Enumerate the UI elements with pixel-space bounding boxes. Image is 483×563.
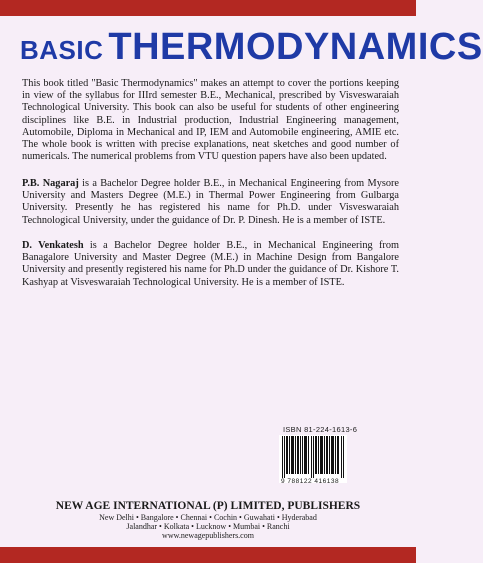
book-title xyxy=(20,26,483,69)
author-bio: is a Bachelor Degree holder B.E., in Mechanical Engineering from Banagalore University and Master Degree (M.E.) in Machine Design from Bangalore University and presently registered his name for Ph.D under the guidance of Dr. Kishore T. Kashyap at Visveswaraiah Technological University. He is a member of ISTE. xyxy=(22,240,399,288)
author-name: P.B. Nagaraj xyxy=(22,178,79,189)
bottom-color-band xyxy=(0,547,416,563)
publisher-name: NEW AGE INTERNATIONAL (P) LIMITED, PUBLISHERS xyxy=(55,500,361,512)
author-name: D. Venkatesh xyxy=(22,240,84,251)
book-description: This book titled "Basic Thermodynamics" makes an attempt to cover the portions keeping in view of the syllabus for IIIrd semester B.E., Mechanical, prescribed by Visveswaraiah Technological University. This book can also be useful for students of other engineering disciplines like B.E. in Industrial production, Industrial Engineering management, Automobile, Diploma in Mechanical and IP, IEM and Automobile engineering, AMIE etc. The whole book is written with precise explanations, neat sketches and good number of numericals. The numerical problems from VTU question papers have also been updated. xyxy=(22,78,399,163)
publisher-website: www.newagepublishers.com xyxy=(162,531,254,540)
publisher-cities-line2: Jalandhar • Kolkata • Lucknow • Mumbai • Ranchi xyxy=(126,522,290,531)
author-bio-nagaraj xyxy=(22,178,399,227)
publisher-cities-line1: New Delhi • Bangalore • Chennai • Cochin • Guwahati • Hyderabad xyxy=(99,513,317,522)
top-color-band xyxy=(0,0,416,16)
barcode-digits: 9 788122 416138 xyxy=(281,478,340,485)
barcode-icon xyxy=(279,435,347,483)
author-bio-venkatesh xyxy=(22,240,399,289)
isbn-number: ISBN 81-224-1613-6 xyxy=(283,425,358,434)
title-thermodynamics: THERMODYNAMICS xyxy=(108,26,483,68)
title-basic: BASIC xyxy=(20,35,104,65)
author-bio: is a Bachelor Degree holder B.E., in Mechanical Engineering from Mysore University and Masters Degree (M.E.) in Thermal Power Engineering from Gulbarga University. Presently he has registered his name for Ph.D. under Visveswaraiah Technological University, under the guidance of Dr. P. Dinesh. He is a member of ISTE. xyxy=(22,178,399,226)
